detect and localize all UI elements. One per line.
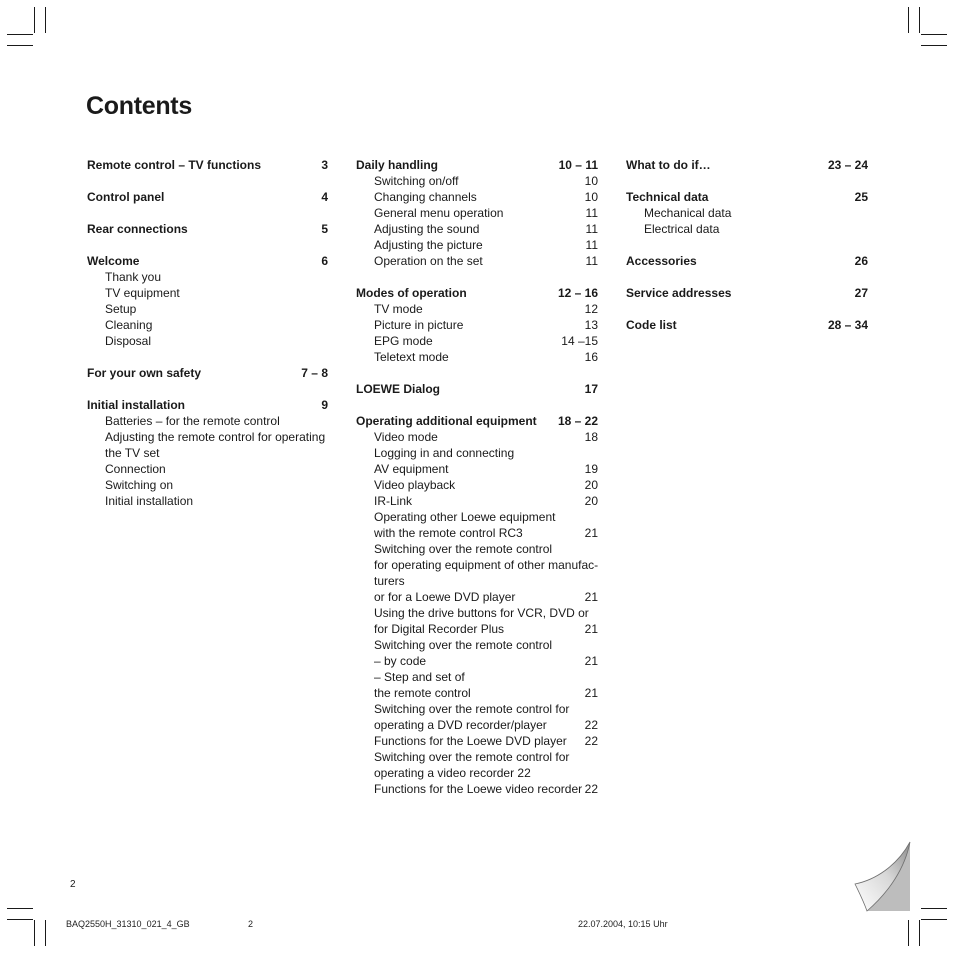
toc-item-label: Changing channels <box>374 190 477 204</box>
crop-mark <box>45 920 46 946</box>
toc-item[interactable] <box>356 349 598 365</box>
toc-item-label: TV equipment <box>105 286 180 300</box>
toc-heading[interactable] <box>87 189 328 205</box>
toc-heading-page: 10 – 11 <box>558 158 598 172</box>
page-curl-icon[interactable] <box>853 840 913 914</box>
toc-item[interactable] <box>356 477 598 493</box>
toc-item-label: Switching over the remote control for <box>374 750 570 764</box>
toc-section-daily-handling <box>356 157 598 269</box>
toc-item[interactable] <box>356 509 598 525</box>
toc-heading[interactable] <box>356 157 598 173</box>
toc-item[interactable] <box>356 461 598 477</box>
toc-section-service-addresses <box>626 285 868 301</box>
crop-mark <box>45 7 46 33</box>
toc-item-label: Switching over the remote control <box>374 542 553 556</box>
toc-item[interactable] <box>356 637 598 653</box>
toc-heading-label: What to do if… <box>626 158 711 172</box>
toc-section-welcome <box>87 253 328 349</box>
toc-item-label: Cleaning <box>105 318 153 332</box>
toc-item[interactable] <box>626 205 868 221</box>
crop-mark <box>7 45 33 46</box>
toc-item[interactable] <box>356 685 598 701</box>
footer-page: 2 <box>248 919 254 929</box>
toc-item-label: Switching on <box>105 478 174 492</box>
toc-heading-label: Service addresses <box>626 286 732 300</box>
toc-item-label: Functions for the Loewe video recorder <box>374 782 583 796</box>
toc-item[interactable] <box>87 429 328 445</box>
toc-heading-page: 27 <box>854 286 868 300</box>
toc-item-label: – by code <box>374 654 427 668</box>
toc-item-label: turers <box>374 574 405 588</box>
toc-heading-label: Code list <box>626 318 677 332</box>
toc-item-label: Operation on the set <box>374 254 483 268</box>
toc-heading-label: Welcome <box>87 254 140 268</box>
toc-item-page: 21 <box>584 590 598 604</box>
toc-heading-label: Accessories <box>626 254 697 268</box>
toc-heading-page: 26 <box>854 254 868 268</box>
toc-item-page: 20 <box>584 478 598 492</box>
toc-item-page: 10 <box>584 190 598 204</box>
toc-item[interactable] <box>87 413 328 429</box>
toc-section-remote-control-tv-functions <box>87 157 328 173</box>
toc-item-label: operating a video recorder 22 <box>374 766 531 780</box>
toc-item-label: Logging in and connecting <box>374 446 515 460</box>
toc-item[interactable] <box>356 301 598 317</box>
toc-item-page: 22 <box>584 718 598 732</box>
toc-item-page: 11 <box>585 222 598 236</box>
toc-item[interactable] <box>356 237 598 253</box>
toc-heading[interactable] <box>356 413 598 429</box>
toc-item[interactable] <box>356 189 598 205</box>
crop-mark <box>34 920 35 946</box>
toc-item-page: 21 <box>584 686 598 700</box>
toc-item-page: 14 –15 <box>561 334 598 348</box>
toc-heading-label: Modes of operation <box>356 286 467 300</box>
toc-item-page: 10 <box>584 174 598 188</box>
toc-section-technical-data <box>626 189 868 237</box>
toc-section-initial-installation <box>87 397 328 509</box>
toc-item-label: Thank you <box>105 270 162 284</box>
toc-heading[interactable] <box>626 285 868 301</box>
toc-item-label: Connection <box>105 462 166 476</box>
toc-section-operating-additional-equipment <box>356 413 598 797</box>
contents-column-2 <box>356 157 598 813</box>
toc-item-page: 20 <box>584 494 598 508</box>
toc-item-page: 13 <box>584 318 598 332</box>
toc-item-label: TV mode <box>374 302 423 316</box>
toc-item-label: or for a Loewe DVD player <box>374 590 516 604</box>
toc-section-modes-of-operation <box>356 285 598 365</box>
crop-mark <box>919 920 920 946</box>
toc-heading-label: Technical data <box>626 190 709 204</box>
toc-heading-label: Control panel <box>87 190 165 204</box>
toc-item-page: 18 <box>584 430 598 444</box>
toc-heading[interactable] <box>87 221 328 237</box>
toc-item-label: Electrical data <box>644 222 720 236</box>
toc-heading[interactable] <box>626 189 868 205</box>
toc-heading[interactable] <box>626 157 868 173</box>
toc-item-label: the remote control <box>374 686 471 700</box>
page-title: Contents <box>86 92 192 120</box>
toc-item[interactable] <box>356 253 598 269</box>
toc-item[interactable] <box>356 205 598 221</box>
toc-item-label: Switching over the remote control for <box>374 702 570 716</box>
toc-heading-page: 18 – 22 <box>557 414 598 428</box>
crop-mark <box>921 919 947 920</box>
toc-item-page: 11 <box>585 206 598 220</box>
toc-heading-label: Remote control – TV functions <box>87 158 262 172</box>
footer-doc-code: BAQ2550H_31310_021_4_GB <box>66 919 190 929</box>
toc-heading-label: Rear connections <box>87 222 188 236</box>
toc-heading[interactable] <box>356 285 598 301</box>
toc-item[interactable] <box>87 493 328 509</box>
toc-heading[interactable] <box>87 365 328 381</box>
toc-section-control-panel <box>87 189 328 205</box>
toc-item-label: Video playback <box>374 478 456 492</box>
toc-item[interactable] <box>356 541 598 557</box>
toc-heading-label: LOEWE Dialog <box>356 382 440 396</box>
toc-item[interactable] <box>356 333 598 349</box>
toc-item[interactable] <box>87 333 328 349</box>
toc-heading-page: 23 – 24 <box>827 158 868 172</box>
crop-mark <box>908 7 909 33</box>
toc-heading-label: Initial installation <box>87 398 186 412</box>
crop-mark <box>7 908 33 909</box>
toc-heading-page: 4 <box>321 190 328 204</box>
toc-item-label: Disposal <box>105 334 152 348</box>
toc-item[interactable] <box>87 445 328 461</box>
toc-heading-page: 25 <box>854 190 868 204</box>
toc-item-page: 12 <box>584 302 598 316</box>
toc-heading[interactable] <box>87 397 328 413</box>
toc-item[interactable] <box>356 605 598 621</box>
toc-item-label: General menu operation <box>374 206 504 220</box>
toc-item[interactable] <box>356 525 598 541</box>
crop-mark <box>7 919 33 920</box>
toc-section-code-list <box>626 317 868 333</box>
toc-heading[interactable] <box>626 317 868 333</box>
contents-column-3 <box>626 157 868 349</box>
toc-item[interactable] <box>356 653 598 669</box>
toc-section-what-to-do-if <box>626 157 868 173</box>
toc-heading-label: For your own safety <box>87 366 202 380</box>
toc-item[interactable] <box>356 589 598 605</box>
toc-item-label: Adjusting the remote control for operating <box>105 430 326 444</box>
toc-item[interactable] <box>356 317 598 333</box>
toc-section-for-your-own-safety <box>87 365 328 381</box>
toc-item[interactable] <box>87 301 328 317</box>
toc-item[interactable] <box>87 461 328 477</box>
toc-heading[interactable] <box>87 157 328 173</box>
toc-item-page: 16 <box>584 350 598 364</box>
crop-mark <box>921 45 947 46</box>
toc-item-page: 21 <box>584 526 598 540</box>
crop-mark <box>34 7 35 33</box>
toc-item-label: IR-Link <box>374 494 413 508</box>
toc-heading-page: 17 <box>584 382 598 396</box>
toc-item[interactable] <box>356 733 598 749</box>
toc-item[interactable] <box>626 221 868 237</box>
toc-heading[interactable] <box>87 253 328 269</box>
toc-item[interactable] <box>356 557 598 573</box>
toc-item-page: 21 <box>584 622 598 636</box>
toc-item-label: – Step and set of <box>374 670 465 684</box>
toc-item-label: Adjusting the sound <box>374 222 480 236</box>
toc-heading[interactable] <box>356 381 598 397</box>
toc-item-page: 11 <box>585 254 598 268</box>
toc-item-label: for Digital Recorder Plus <box>374 622 505 636</box>
toc-item-page: 21 <box>584 654 598 668</box>
toc-heading-page: 6 <box>321 254 328 268</box>
toc-item[interactable] <box>356 573 598 589</box>
toc-item-label: with the remote control RC3 <box>374 526 523 540</box>
crop-mark <box>921 34 947 35</box>
toc-item-label: Mechanical data <box>644 206 732 220</box>
toc-heading-page: 5 <box>321 222 328 236</box>
toc-item-label: Teletext mode <box>374 350 449 364</box>
toc-item-label: AV equipment <box>374 462 449 476</box>
toc-item[interactable] <box>356 781 598 797</box>
toc-item[interactable] <box>356 749 598 765</box>
toc-item-label: operating a DVD recorder/player <box>374 718 547 732</box>
toc-heading-page: 9 <box>321 398 328 412</box>
toc-section-loewe-dialog <box>356 381 598 397</box>
contents-column-1 <box>87 157 328 525</box>
page-number: 2 <box>70 879 76 890</box>
toc-item-label: Adjusting the picture <box>374 238 483 252</box>
toc-item-label: Initial installation <box>105 494 194 508</box>
toc-item[interactable] <box>87 285 328 301</box>
toc-item-label: EPG mode <box>374 334 433 348</box>
toc-item-label: Setup <box>105 302 137 316</box>
toc-item[interactable] <box>87 477 328 493</box>
toc-item[interactable] <box>87 269 328 285</box>
toc-item[interactable] <box>356 493 598 509</box>
crop-mark <box>921 908 947 909</box>
toc-item-page: 11 <box>585 238 598 252</box>
toc-heading-page: 28 – 34 <box>827 318 868 332</box>
toc-heading-page: 3 <box>321 158 328 172</box>
toc-item[interactable] <box>356 717 598 733</box>
toc-item-label: the TV set <box>105 446 160 460</box>
toc-item-page: 22 <box>584 782 598 796</box>
toc-item[interactable] <box>356 669 598 685</box>
toc-heading-label: Daily handling <box>356 158 439 172</box>
toc-section-rear-connections <box>87 221 328 237</box>
toc-item[interactable] <box>87 317 328 333</box>
toc-item[interactable] <box>356 445 598 461</box>
toc-item-label: Batteries – for the remote control <box>105 414 280 428</box>
toc-item[interactable] <box>356 173 598 189</box>
toc-item[interactable] <box>356 701 598 717</box>
toc-item-label: Operating other Loewe equipment <box>374 510 556 524</box>
crop-mark <box>919 7 920 33</box>
toc-item-label: Switching over the remote control <box>374 638 553 652</box>
toc-item-label: Switching on/off <box>374 174 459 188</box>
toc-item[interactable] <box>356 765 598 781</box>
footer-date: 22.07.2004, 10:15 Uhr <box>578 919 668 929</box>
toc-heading-label: Operating additional equipment <box>356 414 537 428</box>
toc-heading[interactable] <box>626 253 868 269</box>
toc-item-page: 19 <box>584 462 598 476</box>
toc-item-label: Video mode <box>374 430 438 444</box>
crop-mark <box>908 920 909 946</box>
toc-heading-page: 7 – 8 <box>301 366 328 380</box>
toc-item[interactable] <box>356 221 598 237</box>
toc-item[interactable] <box>356 621 598 637</box>
toc-heading-page: 12 – 16 <box>557 286 598 300</box>
toc-item-label: for operating equipment of other manufac- <box>374 558 599 572</box>
crop-mark <box>7 34 33 35</box>
toc-item-label: Functions for the Loewe DVD player <box>374 734 567 748</box>
toc-item-label: Using the drive buttons for VCR, DVD or <box>374 606 589 620</box>
toc-item[interactable] <box>356 429 598 445</box>
toc-section-accessories <box>626 253 868 269</box>
toc-item-label: Picture in picture <box>374 318 464 332</box>
toc-item-page: 22 <box>584 734 598 748</box>
